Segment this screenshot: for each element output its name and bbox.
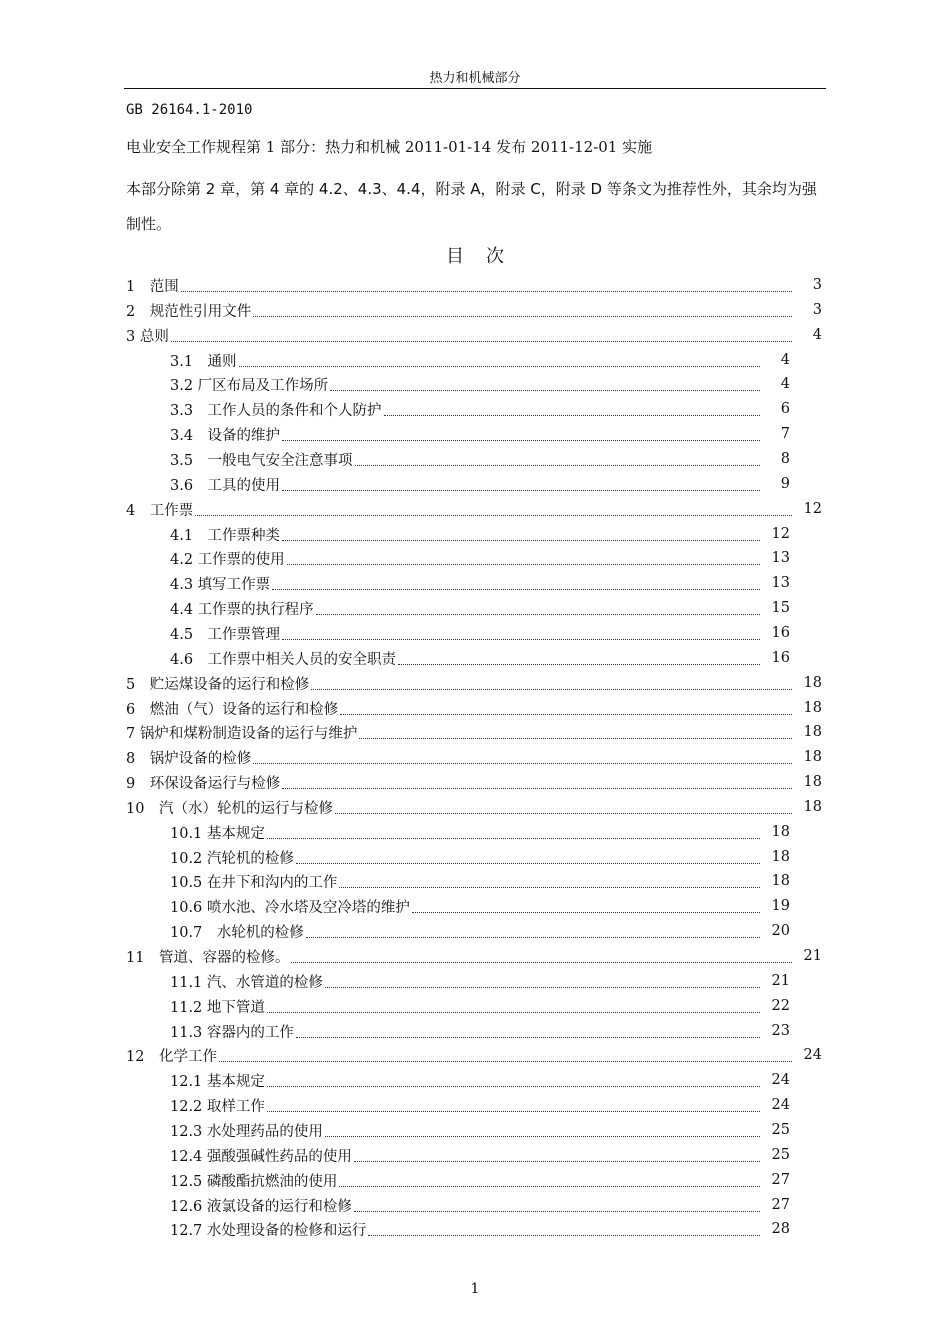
toc-entry-page: 12 xyxy=(771,525,790,542)
toc-leader-dots xyxy=(253,763,792,764)
toc-leader-dots xyxy=(282,639,760,640)
toc-entry-page: 23 xyxy=(771,1022,790,1039)
toc-leader-dots xyxy=(282,540,760,541)
toc-entry-title: 4 工作票 xyxy=(126,502,194,519)
toc-leader-dots xyxy=(291,962,792,963)
toc-entry[interactable] xyxy=(170,1118,790,1142)
toc-entry[interactable] xyxy=(126,1043,822,1067)
toc-entry[interactable] xyxy=(126,770,822,794)
toc-leader-dots xyxy=(355,465,760,466)
toc-entry-page: 18 xyxy=(803,774,822,790)
toc-entry-title: 3.3 工作人员的条件和个人防护 xyxy=(170,403,382,420)
toc-entry-title: 10.2 汽轮机的检修 xyxy=(170,850,294,867)
toc-entry[interactable] xyxy=(170,1019,790,1043)
toc-entry-page: 6 xyxy=(780,401,790,418)
toc-entry-page: 18 xyxy=(803,798,822,815)
toc-leader-dots xyxy=(335,813,792,814)
toc-entry[interactable] xyxy=(170,646,790,670)
toc-entry[interactable] xyxy=(170,994,790,1018)
toc-leader-dots xyxy=(359,738,792,739)
toc-entry[interactable] xyxy=(170,447,790,471)
toc-entry-page: 16 xyxy=(771,649,790,666)
toc-entry-page: 24 xyxy=(771,1097,790,1114)
toc-entry-page: 12 xyxy=(803,500,822,517)
toc-entry-page: 25 xyxy=(771,1121,790,1138)
toc-entry-title: 4.1 工作票种类 xyxy=(170,527,281,544)
toc-entry[interactable] xyxy=(170,621,790,645)
toc-entry-page: 8 xyxy=(780,451,790,467)
toc-leader-dots xyxy=(339,887,760,888)
toc-leader-dots xyxy=(219,1061,792,1062)
toc-entry-title: 7 锅炉和煤粉制造设备的运行与维护 xyxy=(126,726,358,743)
toc-entry-title: 12.3 水处理药品的使用 xyxy=(170,1123,323,1140)
toc-entry[interactable] xyxy=(170,969,790,993)
toc-entry-page: 24 xyxy=(771,1072,790,1089)
toc-entry[interactable] xyxy=(170,1193,790,1217)
toc-entry-page: 28 xyxy=(771,1221,790,1238)
toc-leader-dots xyxy=(306,937,760,938)
toc-leader-dots xyxy=(339,1186,760,1187)
toc-entry-title: 12 化学工作 xyxy=(126,1049,217,1066)
toc-leader-dots xyxy=(272,589,760,590)
toc-entry-page: 27 xyxy=(771,1196,790,1213)
toc-entry-page: 13 xyxy=(771,575,790,592)
toc-leader-dots xyxy=(287,564,760,565)
toc-entry-page: 18 xyxy=(771,873,790,890)
toc-leader-dots xyxy=(239,366,760,367)
toc-entry-title: 11.1 汽、水管道的检修 xyxy=(170,974,323,991)
toc-entry-page: 24 xyxy=(803,1047,822,1064)
toc-entry-page: 4 xyxy=(780,351,790,368)
header-rule xyxy=(124,88,826,89)
toc-entry[interactable] xyxy=(170,1068,790,1092)
toc-leader-dots xyxy=(282,490,760,491)
toc-leader-dots xyxy=(340,714,792,715)
toc-leader-dots xyxy=(354,1211,760,1212)
toc-entry[interactable] xyxy=(170,397,790,421)
toc-leader-dots xyxy=(384,415,760,416)
toc-entry-title: 11.2 地下管道 xyxy=(170,999,265,1016)
page-number: 1 xyxy=(470,1281,480,1297)
toc-entry[interactable] xyxy=(126,720,822,744)
toc-entry-page: 21 xyxy=(803,948,822,964)
toc-leader-dots xyxy=(325,987,760,988)
toc-entry[interactable] xyxy=(170,820,790,844)
toc-entry-title: 12.7 水处理设备的检修和运行 xyxy=(170,1223,367,1240)
toc-entry-title: 4.3 填写工作票 xyxy=(170,577,271,594)
toc-entry-title: 12.6 液氯设备的运行和检修 xyxy=(170,1198,352,1215)
toc-entry-title: 3.2 厂区布局及工作场所 xyxy=(170,378,329,395)
toc-entry-title: 12.5 磷酸酯抗燃油的使用 xyxy=(170,1173,338,1190)
toc-entry-page: 20 xyxy=(771,923,790,940)
standard-title-line: 电业安全工作规程第 1 部分：热力和机械 2011-01-14 发布 2011-12-01 实施 xyxy=(126,138,653,156)
toc-entry[interactable] xyxy=(126,323,822,347)
toc-leader-dots xyxy=(354,1161,760,1162)
toc-entry-title: 11.3 容器内的工作 xyxy=(170,1024,294,1041)
toc-entry-title: 10.5 在井下和沟内的工作 xyxy=(170,875,338,892)
toc-entry[interactable] xyxy=(170,1168,790,1192)
toc-entry-page: 4 xyxy=(780,376,790,393)
toc-entry[interactable] xyxy=(170,546,790,570)
toc-leader-dots xyxy=(412,912,760,913)
toc-entry-title: 4.5 工作票管理 xyxy=(170,626,281,643)
toc-entry-title: 8 锅炉设备的检修 xyxy=(126,751,252,768)
toc-leader-dots xyxy=(368,1235,760,1236)
toc-entry-page: 13 xyxy=(771,550,790,567)
toc-entry-title: 3.6 工具的使用 xyxy=(170,477,281,494)
toc-entry-title: 4.6 工作票中相关人员的安全职责 xyxy=(170,651,397,668)
toc-leader-dots xyxy=(282,788,792,789)
toc-entry-title: 12.4 强酸强碱性药品的使用 xyxy=(170,1148,352,1165)
toc-entry-page: 18 xyxy=(803,749,822,766)
toc-entry-title: 10.1 基本规定 xyxy=(170,825,265,842)
toc-entry-title: 2 规范性引用文件 xyxy=(126,303,252,320)
toc-entry-title: 11 管道、容器的检修。 xyxy=(126,950,290,966)
toc-entry-page: 18 xyxy=(803,699,822,716)
toc-entry-title: 3 总则 xyxy=(126,328,169,345)
toc-entry[interactable] xyxy=(170,845,790,869)
applicability-note: 本部分除第 2 章，第 4 章的 4.2、4.3、4.4，附录 A，附录 C，附录 D 等条文为推荐性外，其余均为强制性。 xyxy=(126,180,817,233)
toc-entry-title: 12.2 取样工作 xyxy=(170,1099,265,1116)
toc-leader-dots xyxy=(316,614,760,615)
running-header: 热力和机械部分 xyxy=(429,71,521,86)
toc-entry[interactable] xyxy=(170,1217,790,1241)
toc-entry-title: 4.2 工作票的使用 xyxy=(170,552,285,569)
toc-entry-page: 18 xyxy=(803,674,822,691)
toc-leader-dots xyxy=(296,1037,760,1038)
toc-entry-title: 4.4 工作票的执行程序 xyxy=(170,602,314,618)
toc-entry-page: 18 xyxy=(771,823,790,840)
toc-entry-title: 10 汽（水）轮机的运行与检修 xyxy=(126,800,333,817)
toc-entry[interactable] xyxy=(170,372,790,396)
toc-entry[interactable] xyxy=(126,273,822,297)
toc-entry-page: 21 xyxy=(771,972,790,989)
toc-entry-title: 5 贮运煤设备的运行和检修 xyxy=(126,676,310,693)
toc-leader-dots xyxy=(311,689,792,690)
toc-entry[interactable] xyxy=(170,348,790,372)
toc-entry-title: 10.7 水轮机的检修 xyxy=(170,925,304,942)
toc-entry[interactable] xyxy=(170,596,790,620)
toc-entry-page: 3 xyxy=(812,301,822,318)
toc-entry[interactable] xyxy=(126,795,822,819)
toc-leader-dots xyxy=(267,838,760,839)
standard-number: GB 26164.1-2010 xyxy=(126,102,253,118)
toc-entry[interactable] xyxy=(126,944,822,968)
toc-entry-page: 3 xyxy=(812,277,822,293)
toc-entry-title: 12.1 基本规定 xyxy=(170,1074,265,1091)
toc-entry[interactable] xyxy=(126,696,822,720)
toc-entry[interactable] xyxy=(170,422,790,446)
toc-entry-title: 1 范围 xyxy=(126,279,179,295)
toc-entry-title: 3.1 通则 xyxy=(170,353,237,370)
toc-entry-page: 9 xyxy=(780,475,790,492)
toc-entry-page: 7 xyxy=(780,426,790,443)
toc-entry[interactable] xyxy=(126,497,822,521)
toc-leader-dots xyxy=(253,316,792,317)
toc-leader-dots xyxy=(171,341,792,342)
toc-entry[interactable] xyxy=(170,1093,790,1117)
toc-entry-page: 15 xyxy=(771,600,790,616)
toc-leader-dots xyxy=(325,1136,760,1137)
toc-entry-title: 6 燃油（气）设备的运行和检修 xyxy=(126,701,339,718)
toc-entry-page: 19 xyxy=(771,898,790,915)
toc-entry[interactable] xyxy=(170,919,790,943)
toc-entry[interactable] xyxy=(170,1143,790,1167)
toc-entry-page: 27 xyxy=(771,1171,790,1188)
toc-entry-title: 3.4 设备的维护 xyxy=(170,428,281,445)
toc-leader-dots xyxy=(267,1111,760,1112)
toc-entry-page: 4 xyxy=(812,326,822,343)
toc-leader-dots xyxy=(398,664,760,665)
toc-leader-dots xyxy=(267,1086,760,1087)
toc-entry[interactable] xyxy=(170,571,790,595)
toc-entry-title: 10.6 喷水池、冷水塔及空冷塔的维护 xyxy=(170,900,410,917)
toc-entry[interactable] xyxy=(170,869,790,893)
toc-entry-page: 18 xyxy=(803,724,822,741)
toc-leader-dots xyxy=(282,440,760,441)
toc-entry-title: 9 环保设备运行与检修 xyxy=(126,776,281,792)
toc-entry-page: 22 xyxy=(771,997,790,1014)
toc-leader-dots xyxy=(195,515,792,516)
toc-heading: 目次 xyxy=(446,246,526,267)
toc-entry[interactable] xyxy=(170,894,790,918)
toc-entry-page: 16 xyxy=(771,624,790,641)
toc-entry[interactable] xyxy=(170,472,790,496)
toc-entry-page: 25 xyxy=(771,1146,790,1163)
toc-entry[interactable] xyxy=(170,522,790,546)
toc-leader-dots xyxy=(330,390,760,391)
toc-leader-dots xyxy=(296,863,760,864)
toc-entry[interactable] xyxy=(126,298,822,322)
toc-leader-dots xyxy=(267,1012,760,1013)
toc-entry[interactable] xyxy=(126,745,822,769)
toc-entry-title: 3.5 一般电气安全注意事项 xyxy=(170,453,353,469)
toc-leader-dots xyxy=(181,291,792,292)
toc-entry[interactable] xyxy=(126,671,822,695)
toc-entry-page: 18 xyxy=(771,848,790,865)
